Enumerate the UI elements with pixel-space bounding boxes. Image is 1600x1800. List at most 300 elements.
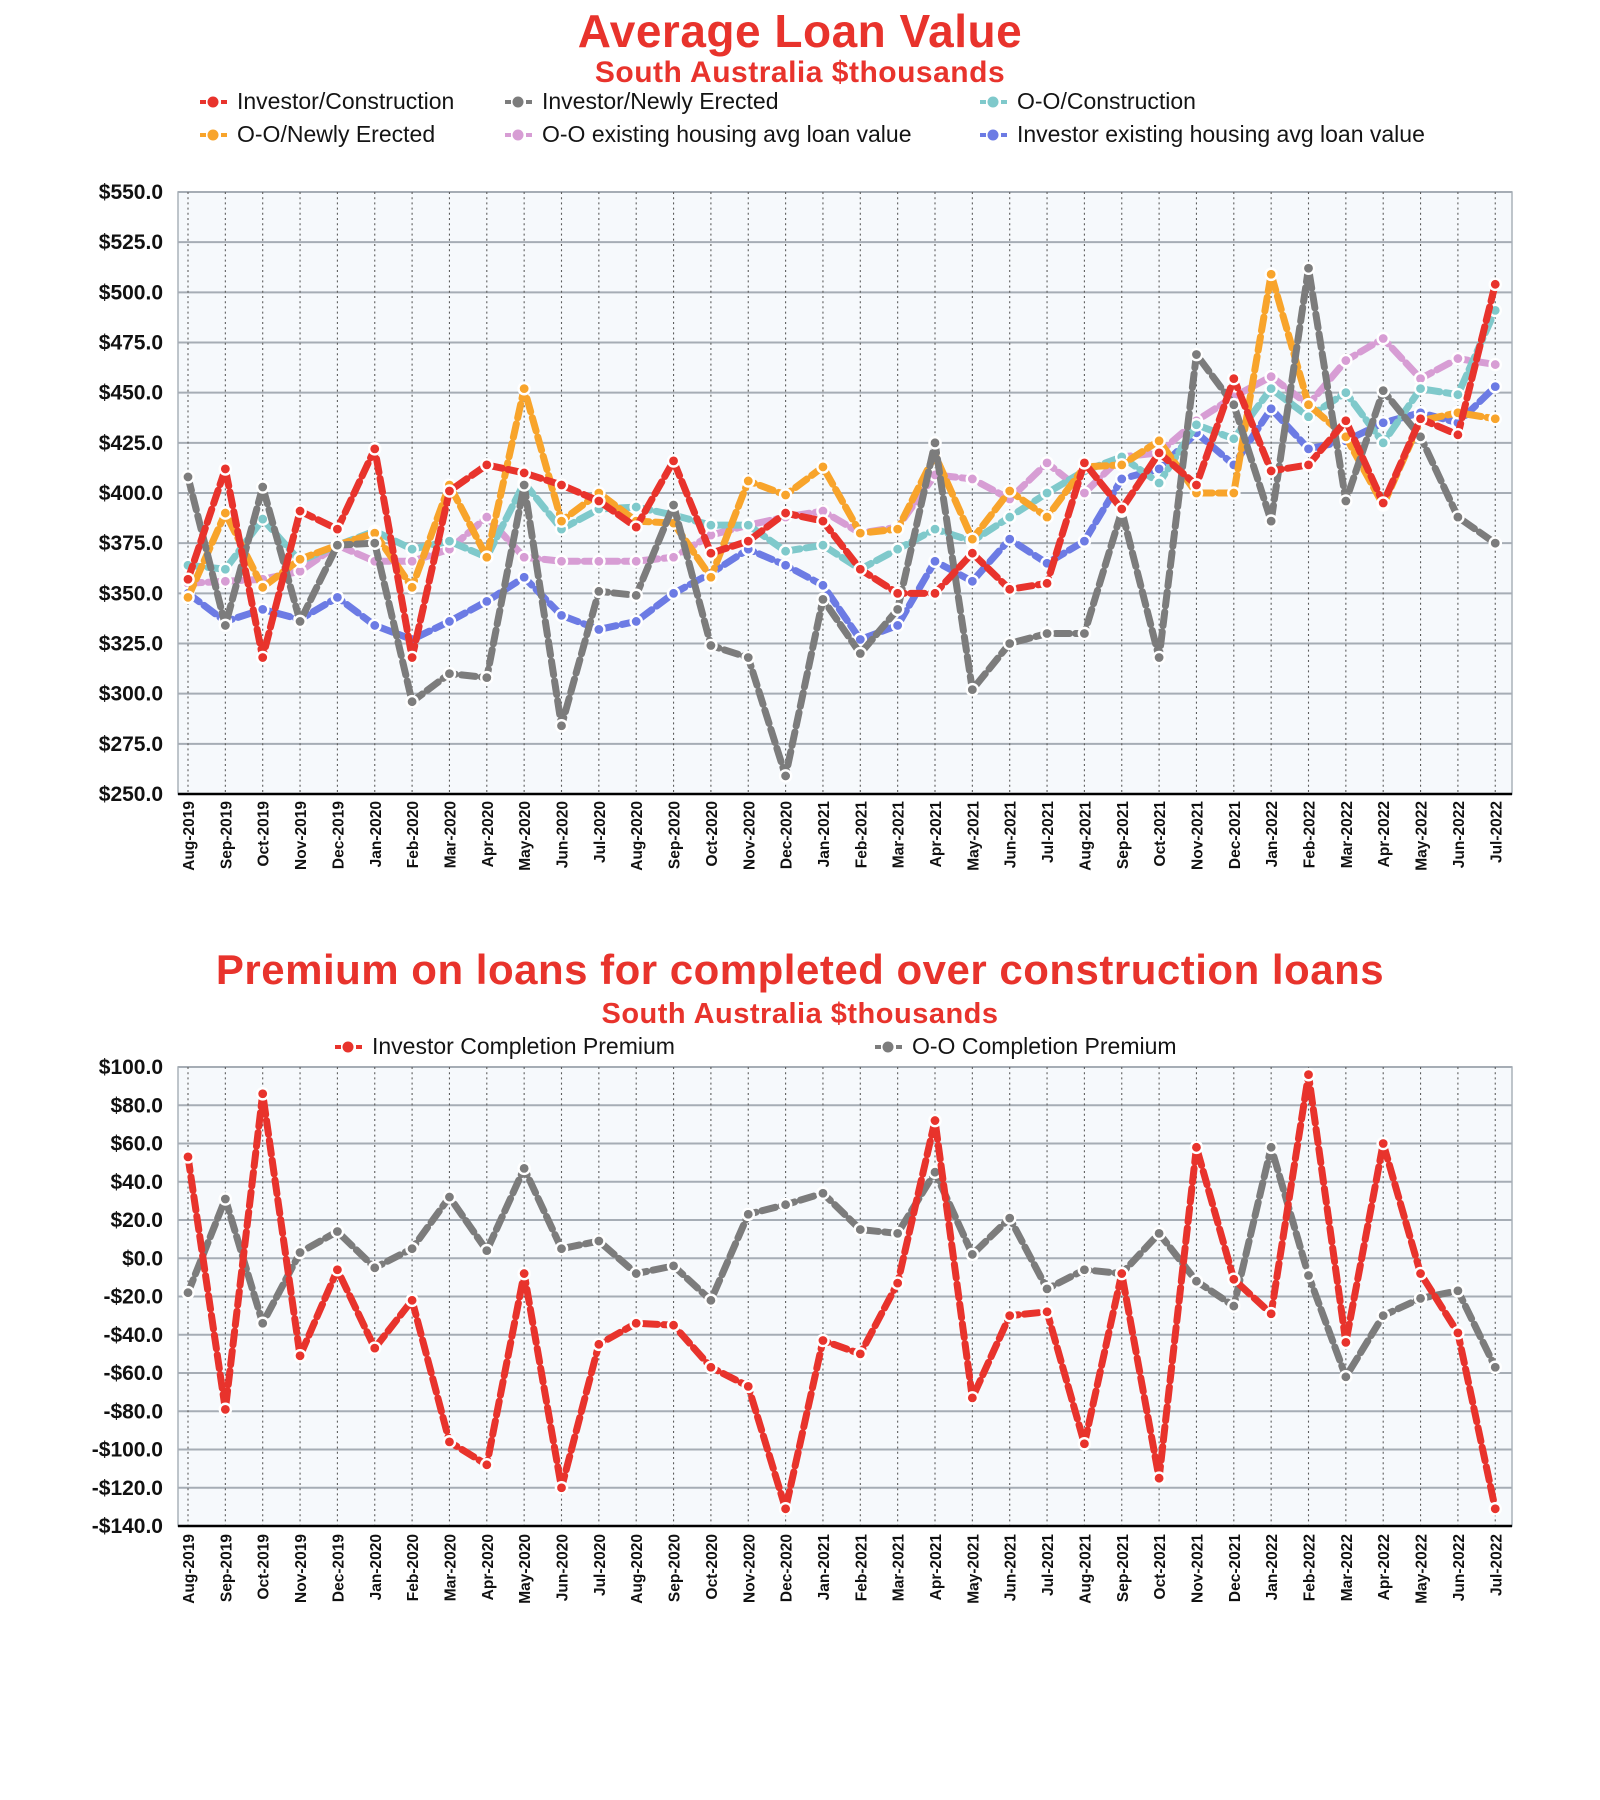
data-point [444, 536, 455, 547]
x-tick-label: Dec-2019 [330, 1534, 348, 1603]
data-point [817, 461, 828, 472]
y-tick-label: -$20.0 [103, 1285, 163, 1309]
data-point [1154, 435, 1165, 446]
data-point [1452, 1285, 1463, 1296]
data-point [1004, 1212, 1015, 1223]
data-point [369, 620, 380, 631]
legend-label: Investor existing housing avg loan value [1017, 121, 1425, 147]
legend-label: Investor Completion Premium [372, 1033, 675, 1059]
y-tick-label: $525.0 [98, 231, 163, 255]
x-tick-label: May-2021 [965, 801, 983, 871]
data-point [631, 522, 642, 533]
data-point [556, 515, 567, 526]
x-tick-label: Jan-2020 [367, 1534, 385, 1601]
data-point [743, 520, 754, 531]
data-point [892, 544, 903, 555]
x-tick-label: Aug-2019 [181, 801, 198, 871]
data-point [519, 572, 530, 583]
data-point [1490, 279, 1501, 290]
chart2-subtitle: South Australia $thousands [601, 998, 999, 1030]
x-tick-label: Sep-2019 [218, 1534, 236, 1603]
x-tick-label: Aug-2019 [181, 1534, 198, 1604]
x-tick-label: Dec-2020 [778, 801, 796, 870]
data-point [407, 1295, 418, 1306]
y-tick-label: $400.0 [98, 482, 163, 505]
x-tick-label: Jul-2021 [1040, 801, 1058, 864]
legend-label: O-O Completion Premium [912, 1033, 1177, 1059]
x-tick-label: Jun-2022 [1450, 1534, 1468, 1602]
y-tick-label: $250.0 [98, 783, 163, 806]
data-point [257, 1318, 268, 1329]
data-point [556, 1482, 567, 1493]
data-point [1340, 355, 1351, 366]
data-point [1116, 1268, 1127, 1279]
legend-label: O-O/Newly Erected [237, 121, 436, 147]
y-tick-label: $500.0 [98, 281, 163, 305]
data-point [593, 1339, 604, 1350]
data-point [444, 668, 455, 679]
data-point [294, 1247, 305, 1258]
data-point [1154, 1473, 1165, 1484]
x-tick-label: Sep-2021 [1114, 1534, 1132, 1603]
data-point [1266, 1308, 1277, 1319]
x-tick-label: May-2022 [1413, 801, 1431, 871]
data-point [1340, 415, 1351, 426]
y-tick-label: $20.0 [110, 1209, 163, 1232]
data-point [369, 1262, 380, 1273]
data-point [1303, 459, 1314, 470]
data-point [1228, 487, 1239, 498]
x-tick-label: Jan-2022 [1264, 801, 1282, 868]
data-point [519, 1163, 530, 1174]
data-point [892, 620, 903, 631]
x-tick-label: Apr-2020 [479, 801, 497, 868]
data-point [182, 592, 193, 603]
data-point [631, 556, 642, 567]
data-point [855, 1224, 866, 1235]
data-point [1266, 371, 1277, 382]
data-point [481, 1459, 492, 1470]
x-tick-label: Jun-2021 [1002, 1534, 1020, 1602]
x-tick-label: Jun-2020 [554, 801, 572, 869]
data-point [444, 485, 455, 496]
x-tick-label: Jan-2021 [815, 1534, 833, 1601]
data-point [220, 1193, 231, 1204]
x-tick-label: Nov-2020 [741, 1534, 759, 1603]
data-point [294, 554, 305, 565]
data-point [967, 1249, 978, 1260]
x-tick-label: Feb-2022 [1301, 1534, 1319, 1602]
data-point [182, 1287, 193, 1298]
data-point [929, 524, 940, 535]
data-point [220, 620, 231, 631]
data-point [1041, 1283, 1052, 1294]
data-point [369, 538, 380, 549]
y-tick-label: -$80.0 [103, 1400, 163, 1424]
data-point [892, 588, 903, 599]
data-point [929, 1115, 940, 1126]
data-point [1415, 1293, 1426, 1304]
data-point [1303, 1069, 1314, 1080]
y-tick-label: -$120.0 [91, 1476, 163, 1500]
data-point [743, 475, 754, 486]
data-point [1004, 1310, 1015, 1321]
data-point [1079, 457, 1090, 468]
data-point [817, 580, 828, 591]
data-point [1378, 1138, 1389, 1149]
data-point [1378, 1310, 1389, 1321]
data-point [182, 1151, 193, 1162]
data-point [519, 467, 530, 478]
data-point [1452, 389, 1463, 400]
y-tick-label: $350.0 [98, 582, 163, 606]
x-tick-label: Apr-2020 [479, 1534, 497, 1601]
x-tick-label: Sep-2020 [666, 1534, 684, 1603]
data-point [1191, 1276, 1202, 1287]
x-tick-label: Dec-2021 [1226, 1534, 1244, 1603]
data-point [1041, 578, 1052, 589]
data-point [407, 696, 418, 707]
data-point [780, 546, 791, 557]
x-tick-label: Mar-2020 [442, 801, 460, 869]
data-point [556, 479, 567, 490]
data-point [257, 513, 268, 524]
data-point [407, 544, 418, 555]
data-point [1079, 628, 1090, 639]
data-point [593, 624, 604, 635]
data-point [780, 1199, 791, 1210]
data-point [1303, 443, 1314, 454]
data-point [182, 574, 193, 585]
data-point [967, 473, 978, 484]
chart2-title: Premium on loans for completed over construction loans [215, 946, 1385, 993]
data-point [444, 1436, 455, 1447]
x-tick-label: Oct-2021 [1152, 1534, 1170, 1600]
data-point [1004, 511, 1015, 522]
x-tick-label: Feb-2022 [1301, 801, 1319, 869]
data-point [892, 1278, 903, 1289]
x-tick-label: Apr-2022 [1376, 1534, 1394, 1601]
data-point [817, 515, 828, 526]
data-point [1116, 473, 1127, 484]
chart-2-plot [92, 1056, 1512, 1604]
data-point [668, 455, 679, 466]
data-point [668, 499, 679, 510]
data-point [631, 1318, 642, 1329]
x-tick-label: Mar-2021 [890, 1534, 908, 1602]
data-point [705, 572, 716, 583]
data-point [1079, 487, 1090, 498]
data-point [1228, 373, 1239, 384]
x-tick-label: Jun-2021 [1002, 800, 1020, 869]
data-point [220, 507, 231, 518]
x-tick-label: Sep-2021 [1114, 801, 1132, 870]
data-point [892, 524, 903, 535]
data-point [1228, 399, 1239, 410]
data-point [257, 1088, 268, 1099]
data-point [1378, 417, 1389, 428]
x-tick-label: May-2020 [517, 1534, 535, 1604]
data-point [332, 1226, 343, 1237]
data-point [780, 507, 791, 518]
x-tick-label: Sep-2020 [666, 801, 684, 870]
data-point [481, 1245, 492, 1256]
data-point [1228, 433, 1239, 444]
x-tick-label: Aug-2021 [1077, 1534, 1095, 1604]
data-point [1266, 269, 1277, 280]
chart-1-plot [99, 181, 1512, 871]
x-tick-label: Apr-2022 [1376, 801, 1394, 868]
data-point [668, 1260, 679, 1271]
data-point [1041, 1306, 1052, 1317]
x-tick-label: Oct-2019 [255, 801, 273, 867]
x-tick-label: Jul-2022 [1488, 1534, 1506, 1597]
data-point [1490, 1362, 1501, 1373]
data-point [257, 604, 268, 615]
data-point [1303, 263, 1314, 274]
data-point [743, 1209, 754, 1220]
x-tick-label: Nov-2021 [1189, 1534, 1207, 1603]
data-point [780, 770, 791, 781]
data-point [257, 652, 268, 663]
data-point [1079, 536, 1090, 547]
data-point [1490, 413, 1501, 424]
y-tick-label: $60.0 [110, 1132, 163, 1156]
data-point [556, 1243, 567, 1254]
data-point [668, 552, 679, 563]
legend-label: Investor/Construction [237, 88, 455, 114]
data-point [817, 594, 828, 605]
data-point [593, 586, 604, 597]
y-tick-label: $325.0 [98, 632, 163, 656]
data-point [1340, 387, 1351, 398]
x-tick-label: Oct-2021 [1152, 801, 1170, 867]
chart1-title: Average Loan Value [577, 5, 1023, 57]
data-point [1490, 359, 1501, 370]
data-point [1004, 485, 1015, 496]
data-point [294, 616, 305, 627]
data-point [705, 640, 716, 651]
data-point [519, 479, 530, 490]
data-point [1228, 1300, 1239, 1311]
x-tick-label: May-2021 [965, 1534, 983, 1604]
data-point [1041, 457, 1052, 468]
data-point [817, 1188, 828, 1199]
data-point [593, 495, 604, 506]
data-point [817, 540, 828, 551]
x-tick-label: Feb-2020 [405, 1534, 423, 1602]
data-point [1452, 1327, 1463, 1338]
x-tick-label: Feb-2021 [853, 1534, 871, 1602]
x-tick-label: Dec-2021 [1226, 801, 1244, 870]
data-point [780, 560, 791, 571]
data-point [481, 596, 492, 607]
data-point [631, 1268, 642, 1279]
data-point [1266, 383, 1277, 394]
data-point [1415, 413, 1426, 424]
data-point [1340, 1337, 1351, 1348]
y-tick-label: -$40.0 [103, 1323, 163, 1347]
data-point [1340, 495, 1351, 506]
data-point [705, 1362, 716, 1373]
data-point [1490, 538, 1501, 549]
data-point [1154, 1228, 1165, 1239]
data-point [967, 576, 978, 587]
y-tick-label: $275.0 [98, 732, 163, 756]
data-point [1004, 638, 1015, 649]
data-point [481, 552, 492, 563]
data-point [220, 463, 231, 474]
x-tick-label: Jul-2020 [591, 1534, 609, 1597]
data-point [1191, 349, 1202, 360]
data-point [1041, 511, 1052, 522]
x-tick-label: Aug-2021 [1077, 801, 1095, 871]
data-point [519, 383, 530, 394]
data-point [1378, 333, 1389, 344]
data-point [1079, 1264, 1090, 1275]
data-point [257, 481, 268, 492]
data-point [855, 564, 866, 575]
data-point [967, 1392, 978, 1403]
data-point [1452, 353, 1463, 364]
data-point [1041, 487, 1052, 498]
data-point [967, 548, 978, 559]
x-tick-label: Apr-2021 [928, 801, 945, 868]
y-tick-label: $300.0 [98, 682, 163, 706]
data-point [369, 1343, 380, 1354]
data-point [182, 471, 193, 482]
x-tick-label: Nov-2021 [1189, 801, 1207, 870]
x-tick-label: Nov-2019 [293, 801, 311, 870]
data-point [1452, 511, 1463, 522]
data-point [1004, 534, 1015, 545]
x-tick-label: May-2022 [1413, 1534, 1431, 1604]
data-point [1490, 381, 1501, 392]
data-point [1415, 1268, 1426, 1279]
data-point [593, 556, 604, 567]
x-tick-label: Nov-2020 [741, 801, 759, 870]
data-point [556, 720, 567, 731]
data-point [1116, 459, 1127, 470]
x-tick-label: Aug-2020 [629, 801, 647, 871]
x-tick-label: Oct-2019 [255, 1534, 273, 1600]
data-point [1116, 503, 1127, 514]
data-point [668, 588, 679, 599]
y-tick-label: -$60.0 [103, 1362, 163, 1385]
x-tick-label: Jul-2020 [591, 801, 609, 864]
data-point [1079, 1438, 1090, 1449]
y-tick-label: $100.0 [98, 1056, 163, 1079]
data-point [294, 505, 305, 516]
data-point [855, 528, 866, 539]
data-point [705, 1295, 716, 1306]
x-tick-label: Oct-2020 [703, 801, 721, 867]
data-point [1266, 403, 1277, 414]
x-tick-label: Jan-2022 [1264, 1534, 1282, 1601]
data-point [929, 437, 940, 448]
data-point [1004, 584, 1015, 595]
data-point [631, 616, 642, 627]
data-point [1191, 1142, 1202, 1153]
data-point [407, 582, 418, 593]
y-tick-label: $40.0 [110, 1170, 163, 1194]
data-point [407, 1243, 418, 1254]
data-point [929, 588, 940, 599]
y-tick-label: $450.0 [98, 381, 163, 405]
data-point [257, 582, 268, 593]
data-point [1303, 411, 1314, 422]
data-point [444, 616, 455, 627]
data-point [332, 540, 343, 551]
x-tick-label: Nov-2019 [293, 1534, 311, 1603]
data-point [481, 672, 492, 683]
data-point [444, 1191, 455, 1202]
x-tick-label: Sep-2019 [218, 801, 236, 870]
x-tick-label: Jan-2021 [815, 801, 833, 868]
data-point [743, 536, 754, 547]
y-tick-label: $550.0 [98, 181, 163, 204]
data-point [556, 556, 567, 567]
x-tick-label: May-2020 [517, 801, 535, 871]
data-point [631, 501, 642, 512]
data-point [1490, 1503, 1501, 1514]
data-point [780, 1503, 791, 1514]
y-tick-label: -$140.0 [91, 1515, 163, 1538]
x-tick-label: Jun-2022 [1450, 801, 1468, 869]
data-point [668, 1320, 679, 1331]
data-point [1191, 479, 1202, 490]
data-point [332, 524, 343, 535]
data-point [593, 1235, 604, 1246]
x-tick-label: Oct-2020 [703, 1534, 721, 1600]
data-point [1154, 477, 1165, 488]
x-tick-label: Apr-2021 [928, 1534, 945, 1601]
data-point [332, 1264, 343, 1275]
data-point [369, 443, 380, 454]
data-point [556, 610, 567, 621]
y-tick-label: $375.0 [98, 532, 163, 556]
data-point [1378, 437, 1389, 448]
legend-label: O-O/Construction [1017, 88, 1196, 114]
chart1-subtitle: South Australia $thousands [594, 56, 1006, 89]
x-tick-label: Jul-2021 [1040, 1534, 1058, 1597]
data-point [220, 1404, 231, 1415]
data-point [967, 684, 978, 695]
data-point [855, 648, 866, 659]
data-point [929, 556, 940, 567]
data-point [967, 534, 978, 545]
data-point [407, 652, 418, 663]
data-point [220, 564, 231, 575]
legend-label: O-O existing housing avg loan value [542, 121, 912, 147]
data-point [1266, 515, 1277, 526]
data-point [1154, 447, 1165, 458]
y-tick-label: $0.0 [122, 1247, 163, 1271]
data-point [294, 1350, 305, 1361]
y-tick-label: $425.0 [98, 431, 163, 455]
x-tick-label: Mar-2022 [1338, 1534, 1356, 1602]
y-tick-label: -$100.0 [91, 1438, 163, 1462]
data-point [481, 511, 492, 522]
data-point [481, 459, 492, 470]
data-point [1340, 1371, 1351, 1382]
x-tick-label: Feb-2021 [853, 801, 871, 869]
data-point [1191, 419, 1202, 430]
data-point [1154, 652, 1165, 663]
data-point [817, 1335, 828, 1346]
x-tick-label: Aug-2020 [629, 1534, 647, 1604]
x-tick-label: Jul-2022 [1488, 801, 1506, 864]
